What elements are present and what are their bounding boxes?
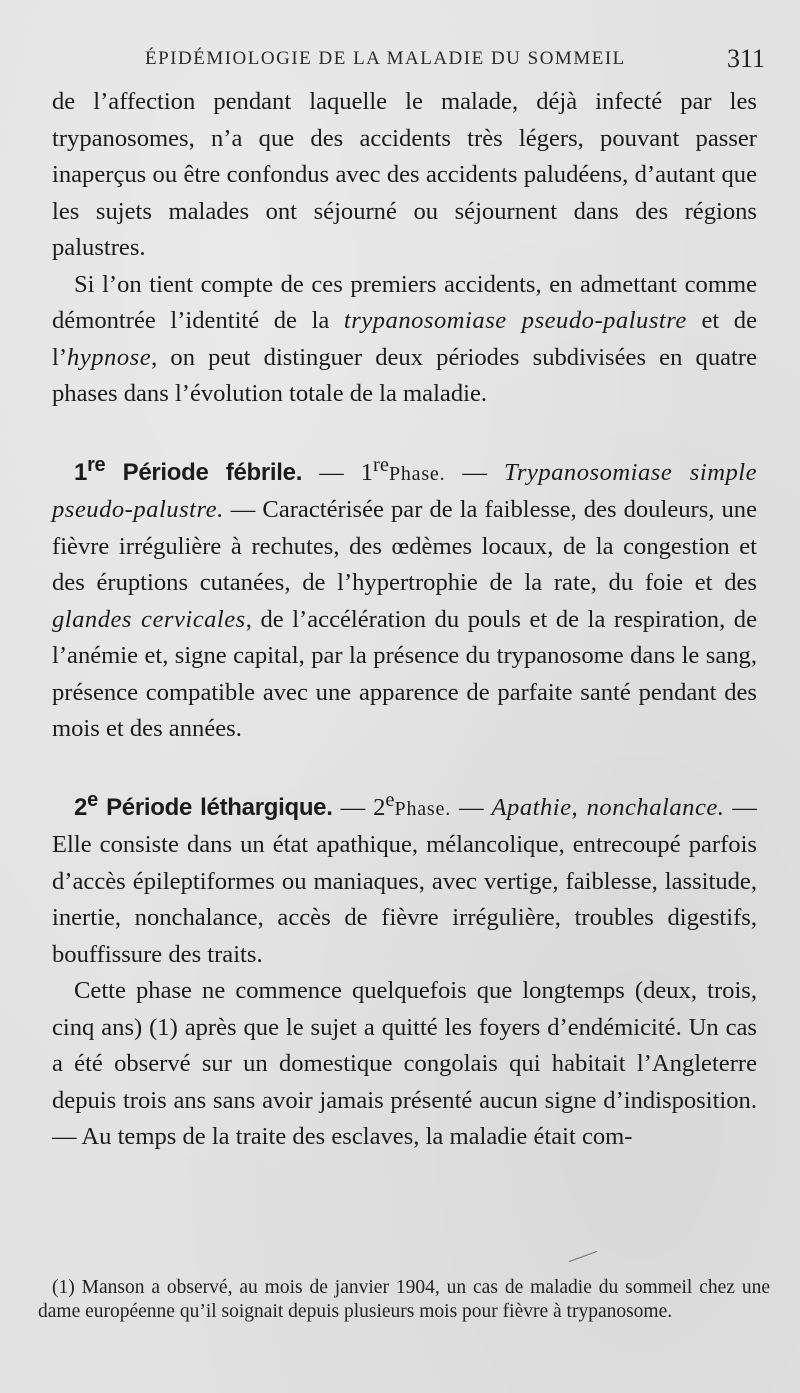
dash: — xyxy=(445,458,505,486)
footnote-text: (1) Manson a observé, au mois de janvier 1904, un cas de maladie du sommeil chez une dame européenne qu’il soignait depuis plusieurs mois pour fièvre à trypanosome. xyxy=(38,1277,770,1322)
text-run: , on peut distinguer deux périodes subdivisées en quatre phases dans l’évolution totale de la maladie. xyxy=(52,343,757,407)
heading-text: Période fébrile. xyxy=(105,458,303,486)
footnote-rule xyxy=(569,1251,598,1262)
phase-title: Apathie, nonchalance. xyxy=(491,793,725,821)
footnote xyxy=(38,1276,770,1324)
section-heading-lethargique xyxy=(74,788,333,821)
phase-sup: re xyxy=(373,453,389,476)
italic-term-trypanosomiase: trypanosomiase pseudo-palustre xyxy=(343,307,687,334)
body-text xyxy=(52,84,757,1156)
heading-text: Période léthargique. xyxy=(97,793,333,821)
phase-label: Phase. xyxy=(388,462,446,485)
heading-sup: re xyxy=(87,453,106,476)
paragraph-continuation: de l’affection pendant laquelle le malade, déjà infecté par les trypanosomes, n’a que des accidents très légers, pouvant passer inaperçus ou être confondus avec des accidents paludéens, d’autant que les sujets malades ont séjourné ou séjournent dans des régions palustres. xyxy=(52,88,757,261)
dash: — xyxy=(302,458,361,486)
phase-number: 2 xyxy=(373,793,386,821)
section-periode-febrile xyxy=(52,447,757,748)
dash: — xyxy=(332,793,374,821)
page-header xyxy=(145,44,765,74)
running-title: ÉPIDÉMIOLOGIE DE LA MALADIE DU SOMMEIL xyxy=(145,48,626,69)
text-run: Caractérisée par de la faiblesse, des douleurs, une fièvre irrégulière à rechutes, des œdèmes locaux, de la congestion et des éruptions cutanées, de l’hypertrophie de la rate, du foie et des xyxy=(52,496,758,597)
paragraph-periods-intro xyxy=(52,267,757,413)
heading-number: 1 xyxy=(74,458,88,486)
phase-label: Phase. xyxy=(394,797,451,820)
phase-title: Trypanosomiase simple pseudo-palustre. xyxy=(52,458,757,524)
phase-number: 1 xyxy=(360,458,373,486)
section-heading-febrile xyxy=(74,453,303,486)
text-run: Elle consiste dans un état apathique, mélancolique, entrecoupé parfois d’accès épileptiformes ou maniaques, avec vertige, faiblesse, lassitude, inertie, nonchalance, accès de fièvre irrégulière, troubles digestifs, bouffissure des traits. xyxy=(52,831,757,968)
heading-sup: e xyxy=(87,788,98,811)
text-run: et de l’ xyxy=(52,307,757,371)
page-number: 311 xyxy=(726,44,765,73)
text-run: , de l’accélération du pouls et de la respiration, de l’anémie et, signe capital, par la présence du trypanosome dans le sang, présence compatible avec une apparence de parfaite santé pendant des mois et des années. xyxy=(52,605,757,743)
text-run: Si l’on tient compte de ces premiers accidents, en admettant comme démontrée l’identité de la xyxy=(52,270,757,334)
italic-term-glandes: glandes cervicales xyxy=(52,605,246,633)
italic-term-hypnose: hypnose xyxy=(67,343,152,371)
heading-number: 2 xyxy=(74,793,88,821)
phase-sup: e xyxy=(385,788,395,811)
section-periode-lethargique xyxy=(52,782,757,974)
dash: — xyxy=(724,793,757,821)
dash: — xyxy=(451,793,492,821)
dash: — xyxy=(223,496,263,524)
paragraph-cette-phase: Cette phase ne commence quelquefois que longtemps (deux, trois, cinq ans) (1) après que le sujet a quitté les foyers d’endémicité. Un cas a été observé sur un domestique congolais qui habitait l’Angleterre depuis trois ans sans avoir jamais présenté aucun signe d’indisposition. — Au temps de la traite des esclaves, la maladie était com- xyxy=(52,977,757,1151)
